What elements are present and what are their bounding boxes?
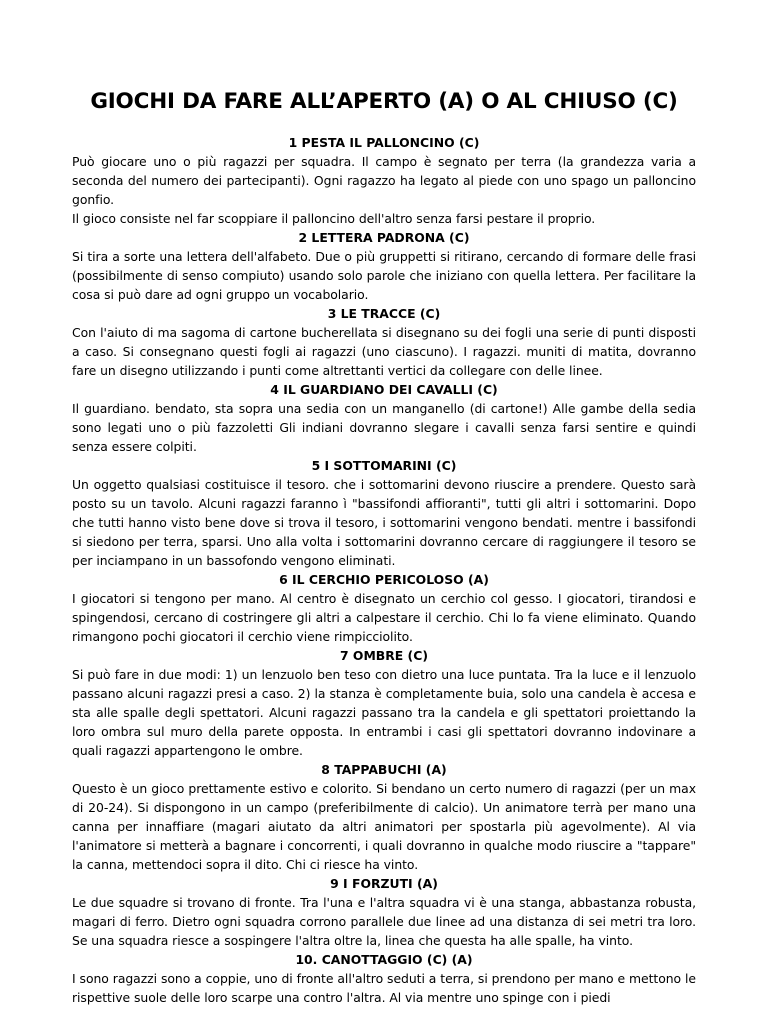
- game-paragraph: I sono ragazzi sono a coppie, uno di fronte all'altro seduti a terra, si prendono per mano e mettono le rispettive suole delle loro scarpe una contro l'altra. Al via mentre uno spinge con i piedi: [72, 971, 696, 1005]
- game-heading: 1 PESTA IL PALLONCINO (C): [288, 135, 480, 150]
- game-description: [72, 475, 696, 570]
- game-description: [72, 247, 696, 304]
- game-section: [72, 874, 696, 950]
- game-heading: 8 TAPPABUCHI (A): [321, 762, 447, 777]
- game-section: [72, 760, 696, 874]
- game-section: [72, 304, 696, 380]
- game-heading: 7 OMBRE (C): [340, 648, 428, 663]
- games-list: [72, 133, 696, 1007]
- document-page: [72, 88, 696, 1007]
- game-section: [72, 133, 696, 228]
- game-description: [72, 323, 696, 380]
- game-section: [72, 950, 696, 1007]
- game-heading: 4 IL GUARDIANO DEI CAVALLI (C): [270, 382, 498, 397]
- game-description: [72, 399, 696, 456]
- game-heading: 2 LETTERA PADRONA (C): [298, 230, 470, 245]
- game-paragraph: Un oggetto qualsiasi costituisce il tesoro. che i sottomarini devono riuscire a prendere. Questo sarà posto su un tavolo. Alcuni ragazzi faranno ì "bassifondi affioranti", tutti gli altri i sottomarini. Dopo che tutti hanno visto bene dove si trova il tesoro, i sottomarini vengono bendati. mentre i bassifondi si siedono per terra, sparsi. Uno alla volta i sottomarini dovranno cercare di raggiungere il tesoro se per inciampano in un bassofondo vengono eliminati.: [72, 477, 696, 568]
- game-description: [72, 969, 696, 1007]
- game-paragraph: Si può fare in due modi: 1) un lenzuolo ben teso con dietro una luce puntata. Tra la luce e il lenzuolo passano alcuni ragazzi presi a caso. 2) la stanza è completamente buia, solo una candela è accesa e sta alle spalle degli spettatori. Alcuni ragazzi passano tra la candela e gli spettatori proiettando la loro ombra sul muro della parete opposta. In entrambi i casi gli spettatori dovranno indovinare a quali ragazzi appartengono le ombre.: [72, 667, 696, 758]
- game-paragraph: Può giocare uno o più ragazzi per squadra. Il campo è segnato per terra (la grandezza varia a seconda del numero dei partecipanti). Ogni ragazzo ha legato al piede con uno spago un palloncino gonfio.: [72, 154, 696, 207]
- game-heading: 3 LE TRACCE (C): [327, 306, 441, 321]
- game-section: [72, 228, 696, 304]
- game-description: [72, 779, 696, 874]
- game-description: [72, 893, 696, 950]
- game-description: [72, 589, 696, 646]
- game-paragraph: Le due squadre si trovano di fronte. Tra l'una e l'altra squadra vi è una stanga, abbastanza robusta, magari di ferro. Dietro ogni squadra corrono parallele due linee ad una distanza di sei metri tra loro. Se una squadra riesce a sospingere l'altra oltre la, linea che questa ha alle spalle, ha vinto.: [72, 895, 696, 948]
- game-heading: 10. CANOTTAGGIO (C) (A): [295, 952, 473, 967]
- game-heading: 5 I SOTTOMARINI (C): [311, 458, 457, 473]
- game-paragraph: Con l'aiuto di ma sagoma di cartone bucherellata si disegnano su dei fogli una serie di punti disposti a caso. Si consegnano questi fogli ai ragazzi (uno ciascuno). I ragazzi. muniti di matita, dovranno fare un disegno utilizzando i punti come altrettanti vertici da collegare con delle linee.: [72, 325, 696, 378]
- game-description: [72, 152, 696, 228]
- game-description: [72, 665, 696, 760]
- game-section: [72, 570, 696, 646]
- game-paragraph: Il guardiano. bendato, sta sopra una sedia con un manganello (di cartone!) Alle gambe della sedia sono legati uno o più fazzoletti Gli indiani dovranno slegare i cavalli senza farsi sentire e quindi senza essere colpiti.: [72, 401, 696, 454]
- game-paragraph: Si tira a sorte una lettera dell'alfabeto. Due o più gruppetti si ritirano, cercando di formare delle frasi (possibilmente di senso compiuto) usando solo parole che iniziano con quella lettera. Per facilitare la cosa si può dare ad ogni gruppo un vocabolario.: [72, 249, 696, 302]
- game-heading: 9 I FORZUTI (A): [330, 876, 438, 891]
- game-paragraph: Il gioco consiste nel far scoppiare il palloncino dell'altro senza farsi pestare il proprio.: [72, 211, 596, 226]
- page-title: GIOCHI DA FARE ALL’APERTO (A) O AL CHIUSO (C): [90, 89, 678, 114]
- game-section: [72, 646, 696, 760]
- game-heading: 6 IL CERCHIO PERICOLOSO (A): [279, 572, 489, 587]
- game-paragraph: Questo è un gioco prettamente estivo e colorito. Si bendano un certo numero di ragazzi (per un max di 20-24). Si dispongono in un campo (preferibilmente di calcio). Un animatore terrà per mano una canna per innaffiare (magari aiutato da altri animatori per spostarla più agevolmente). Al via l'animatore si metterà a bagnare i concorrenti, i quali dovranno in qualche modo riuscire a "tappare" la canna, mettendoci sopra il dito. Chi ci riesce ha vinto.: [72, 781, 696, 872]
- game-paragraph: I giocatori si tengono per mano. Al centro è disegnato un cerchio col gesso. I giocatori, tirandosi e spingendosi, cercano di costringere gli altri a calpestare il cerchio. Chi lo fa viene eliminato. Quando rimangono pochi giocatori il cerchio viene rimpicciolito.: [72, 591, 696, 644]
- game-section: [72, 456, 696, 570]
- game-section: [72, 380, 696, 456]
